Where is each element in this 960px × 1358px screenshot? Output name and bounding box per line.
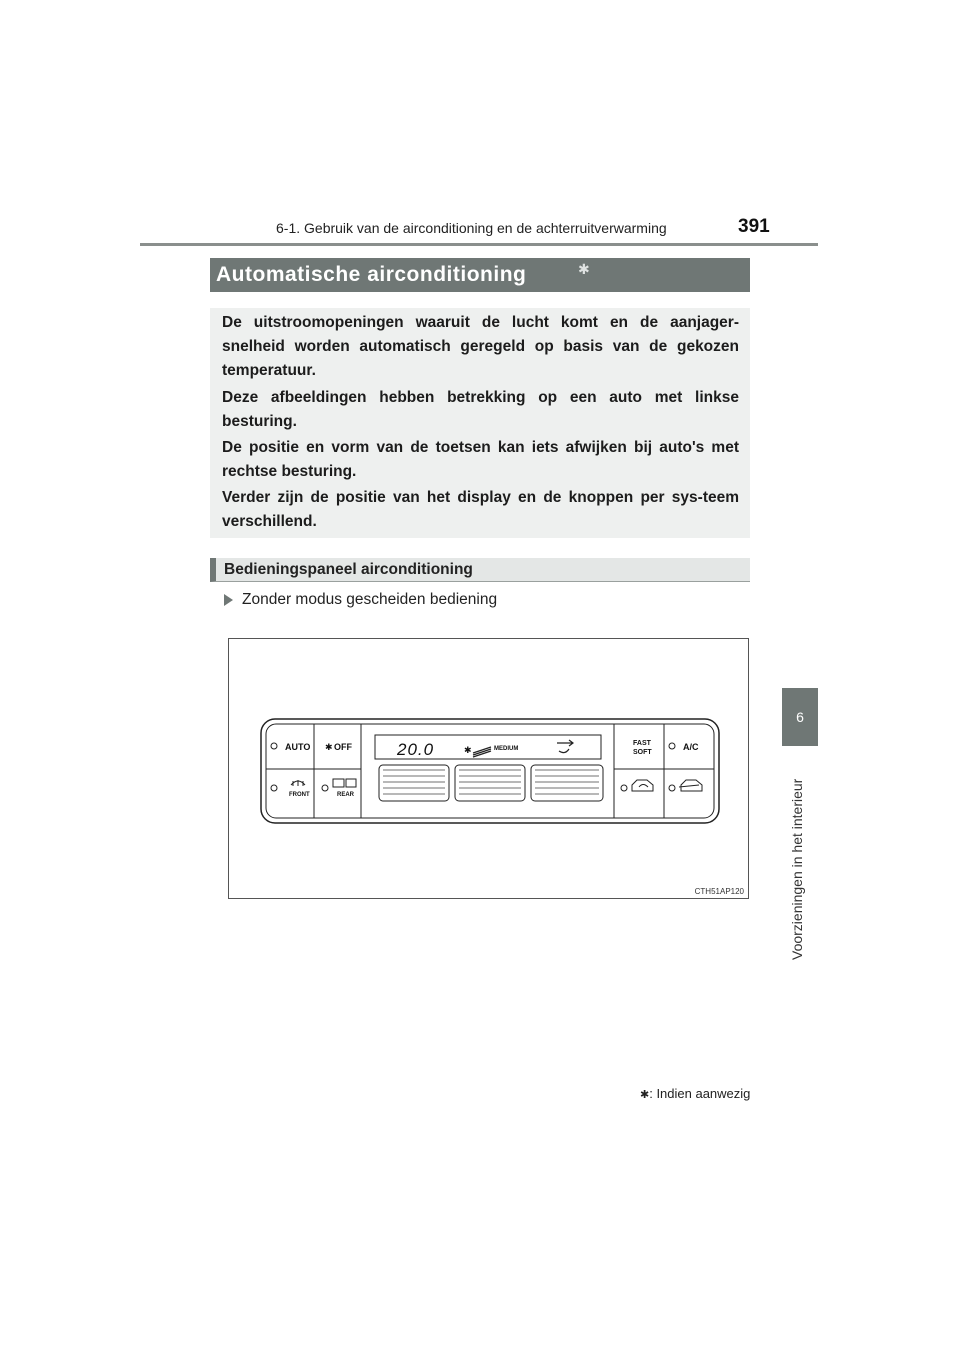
temperature-readout: 20.0 [397,740,435,759]
climate-control-figure [228,638,749,899]
asterisk-icon: ✱ [578,261,590,277]
recirculation-icon [632,780,653,791]
page-title: Automatische airconditioning [216,263,527,286]
intro-paragraph: De uitstroomopeningen waaruit de lucht komt en de aanjager-snelheid worden automatisch geregeld op basis van de gekozen temperatuur. [222,314,739,379]
panel-inner [266,724,714,818]
rear-label: REAR [337,792,355,798]
fast-soft-button[interactable] [633,740,652,756]
footnote [640,1086,750,1101]
intro-paragraph: De positie en vorm van de toetsen kan iets afwijken bij auto's met rechtse besturing. [222,439,739,480]
rear-window-icon [333,779,344,787]
airflow-mode-icon [557,740,573,753]
fast-label: FAST [633,740,651,747]
bullet-text: Zonder modus gescheiden bediening [242,591,498,608]
air-vents [379,765,603,801]
climate-panel-illustration [229,639,748,898]
mirror-heater-icon [346,779,356,787]
intro-paragraph: Verder zijn de positie van het display en de knoppen per sys-teem verschillend. [222,489,739,530]
intro-paragraph: Deze afbeeldingen hebben betrekking op een auto met linkse besturing. [222,389,739,430]
front-label: FRONT [289,792,310,798]
front-defroster-button[interactable] [271,780,310,798]
windshield-defrost-icon [291,780,305,786]
subsection-bar [210,558,750,582]
fan-off-label: OFF [334,742,352,752]
auto-button[interactable] [271,742,310,752]
outside-air-button[interactable] [669,780,702,791]
title-bar [210,258,750,292]
asterisk-icon: ✱ [640,1089,650,1101]
chapter-title: Voorzieningen in het interieur [789,778,805,960]
auto-label: AUTO [285,742,311,752]
outside-air-icon [679,780,702,791]
bullet-arrow-icon [224,594,233,606]
intro-box [210,308,750,538]
recirculation-button[interactable] [621,780,653,791]
fan-icon: ✱ [325,742,333,752]
rear-defogger-button[interactable] [322,779,356,798]
display-fan-icon: ✱ [464,745,472,755]
header-divider [140,243,818,246]
ac-button[interactable] [669,742,699,752]
footnote-text: : Indien aanwezig [649,1086,751,1101]
figure-code: CTH51AP120 [694,887,744,896]
fan-speed-label: MEDIUM [494,746,519,752]
chapter-tab: 6 [782,688,818,746]
section-heading: 6-1. Gebruik van de airconditioning en de achterruitverwarming [276,220,667,236]
fan-speed-bars-icon [473,747,491,757]
page-number: 391 [738,216,770,237]
subsection-title: Bedieningspaneel airconditioning [224,561,473,578]
ac-label: A/C [683,742,699,752]
soft-label: SOFT [633,749,652,756]
fan-off-button[interactable] [325,742,352,752]
